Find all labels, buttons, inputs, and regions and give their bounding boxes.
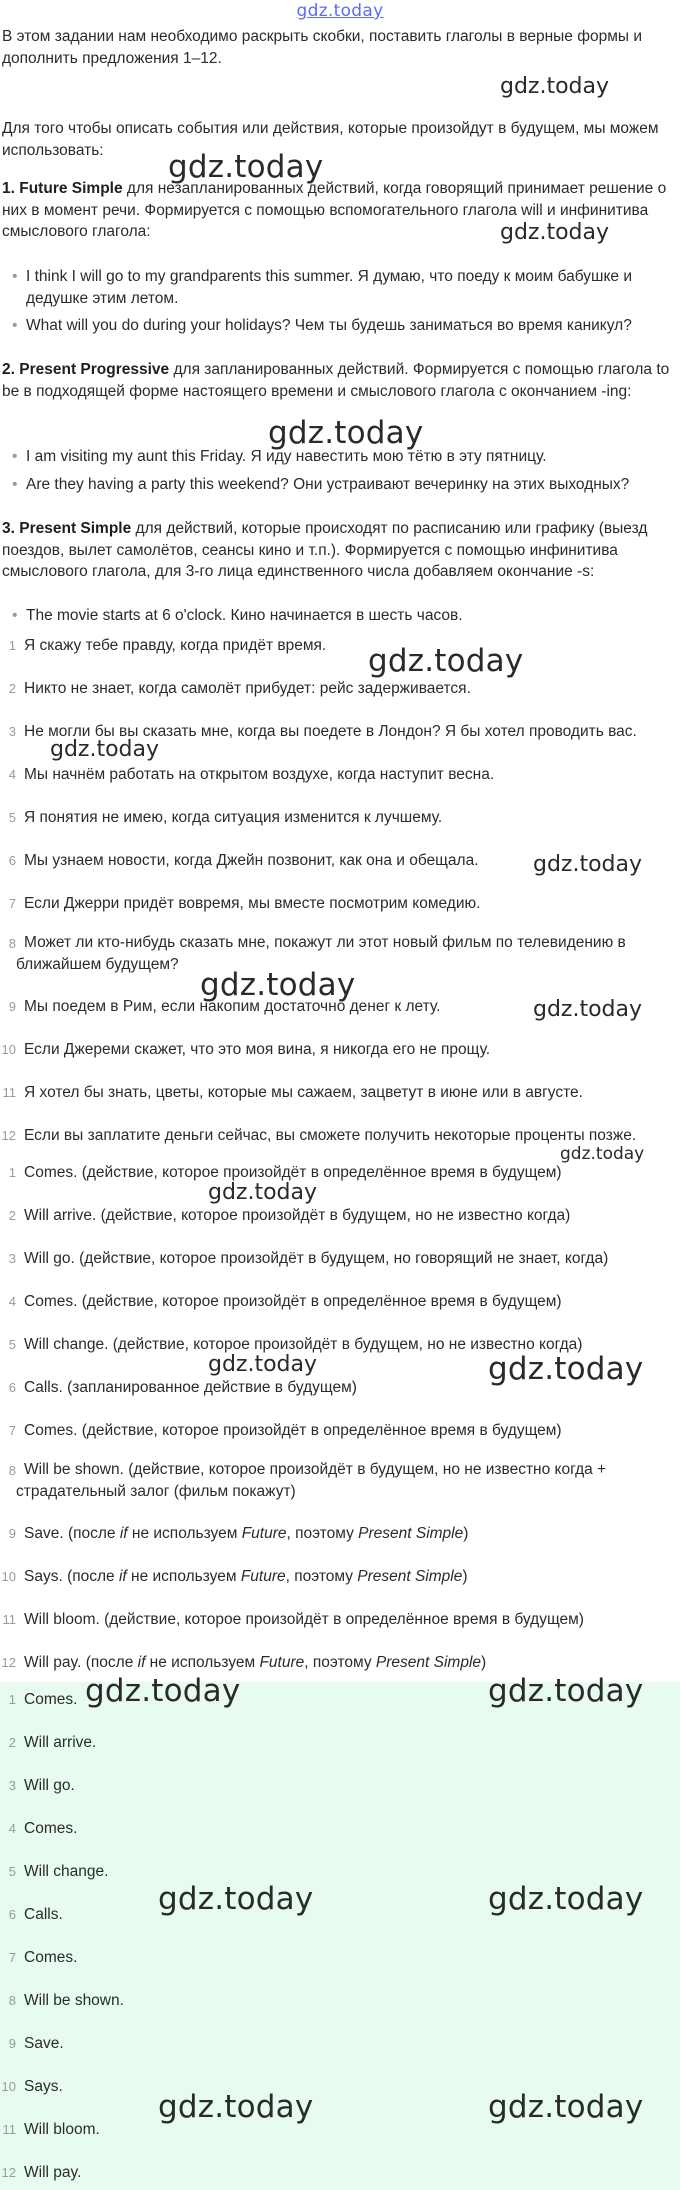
watermark: gdz.today bbox=[208, 1180, 318, 1205]
row-number: 7 bbox=[8, 1949, 16, 1965]
row-number: 3 bbox=[8, 1250, 16, 1266]
row-number: 11 bbox=[2, 1611, 16, 1627]
row-text: Will change. (действие, которое произойдёт в будущем, но не известно когда) bbox=[24, 1336, 583, 1354]
watermark: gdz.today bbox=[368, 643, 524, 679]
row-number: 11 bbox=[2, 2121, 16, 2137]
row-text: Может ли кто-нибудь сказать мне, покажут ли этот новый фильм по телевидению в ближайшем будущем? bbox=[16, 934, 626, 973]
row-number: 2 bbox=[8, 680, 16, 696]
row-text: Will be shown. (действие, которое произойдёт в будущем, но не известно когда + страдательный залог (фильм покажут) bbox=[16, 1461, 607, 1500]
row-number: 4 bbox=[8, 1820, 16, 1836]
example-item: • Are they having a party this weekend? Они устраивают вечеринку на этих выходных? bbox=[10, 474, 675, 496]
translation-row bbox=[0, 798, 680, 838]
watermark: gdz.today bbox=[488, 1351, 644, 1387]
row-text: Comes. (действие, которое произойдёт в определённое время в будущем) bbox=[24, 1164, 562, 1182]
answer-row bbox=[0, 2024, 680, 2064]
explanation-row bbox=[0, 1411, 680, 1451]
explanation-row bbox=[0, 1453, 680, 1511]
row-text: Says. (после if не используем Future, поэтому Present Simple) bbox=[24, 1568, 468, 1586]
explanation-row bbox=[0, 1196, 680, 1236]
row-number: 12 bbox=[1, 2164, 16, 2180]
row-number: 1 bbox=[8, 637, 16, 653]
row-text: Will arrive. bbox=[24, 1734, 97, 1752]
row-text: Мы поедем в Рим, если накопим достаточно денег к лету. bbox=[24, 998, 441, 1016]
row-text: Comes. (действие, которое произойдёт в определённое время в будущем) bbox=[24, 1293, 562, 1311]
rule-number: 2. bbox=[2, 361, 15, 378]
row-text: Will bloom. (действие, которое произойдёт в определённое время в будущем) bbox=[24, 1611, 584, 1629]
row-number: 5 bbox=[8, 809, 16, 825]
answer-row bbox=[0, 1938, 680, 1978]
row-number: 6 bbox=[8, 1906, 16, 1922]
row-text: Will go. bbox=[24, 1777, 75, 1795]
row-text: Will be shown. bbox=[24, 1992, 124, 2010]
watermark: gdz.today bbox=[560, 1144, 645, 1164]
translation-row bbox=[0, 669, 680, 709]
answer-row bbox=[0, 1809, 680, 1849]
row-number: 1 bbox=[8, 1164, 16, 1180]
row-text: Comes. (действие, которое произойдёт в определённое время в будущем) bbox=[24, 1422, 562, 1440]
row-text: Я хотел бы знать, цветы, которые мы сажаем, зацветут в июне или в августе. bbox=[24, 1084, 583, 1102]
watermark: gdz.today bbox=[500, 220, 610, 245]
row-number: 7 bbox=[8, 1422, 16, 1438]
row-number: 10 bbox=[1, 2078, 16, 2094]
rule-text: для незапланированных действий, когда говорящий принимает решение о них в момент речи. Формируется с помощью вспомогательного глагола will и инфинитива смыслового глагола: bbox=[2, 180, 667, 241]
row-number: 12 bbox=[1, 1654, 16, 1670]
explanation-row bbox=[0, 1557, 680, 1597]
watermark: gdz.today bbox=[158, 2089, 314, 2125]
answer-row bbox=[0, 1981, 680, 2021]
row-number: 5 bbox=[8, 1863, 16, 1879]
rule-text: для запланированных действий. Формируется с помощью глагола to be в подходящей форме настоящего времени и смыслового глагола с окончанием -ing: bbox=[2, 361, 670, 400]
rule-text: для действий, которые происходят по расписанию или графику (выезд поездов, вылет самолётов, сеансы кино и т.п.). Формируется с помощью инфинитива смыслового глагола, для 3-го лица единственного числа добавляем окончание -s: bbox=[2, 520, 648, 581]
rule-name: Present Simple bbox=[19, 520, 132, 537]
row-text: Calls. bbox=[24, 1906, 63, 1924]
row-number: 3 bbox=[8, 723, 16, 739]
example-item: • What will you do during your holidays? Чем ты будешь заниматься во время каникул? bbox=[10, 315, 675, 337]
explanation-row bbox=[0, 1282, 680, 1322]
row-text: Comes. bbox=[24, 1691, 78, 1709]
row-text: Will change. bbox=[24, 1863, 109, 1881]
row-number: 3 bbox=[8, 1777, 16, 1793]
rule-present-progressive bbox=[2, 359, 678, 402]
row-text: Никто не знает, когда самолёт прибудет: рейс задерживается. bbox=[24, 680, 471, 698]
row-text: Will go. (действие, которое произойдёт в будущем, но говорящий не знает, когда) bbox=[24, 1250, 609, 1268]
watermark: gdz.today bbox=[533, 997, 643, 1022]
watermark: gdz.today bbox=[488, 1881, 644, 1917]
explanation-row bbox=[0, 1600, 680, 1640]
watermark: gdz.today bbox=[488, 2089, 644, 2125]
row-text: Я понятия не имею, когда ситуация изменится к лучшему. bbox=[24, 809, 443, 827]
row-text: Я скажу тебе правду, когда придёт время. bbox=[24, 637, 327, 655]
watermark: gdz.today bbox=[50, 737, 160, 762]
translation-row bbox=[0, 1073, 680, 1113]
row-number: 4 bbox=[8, 766, 16, 782]
row-text: Will arrive. (действие, которое произойдёт в будущем, но не известно когда) bbox=[24, 1207, 571, 1225]
row-text: Если Джереми скажет, что это моя вина, я никогда его не прощу. bbox=[24, 1041, 491, 1059]
watermark: gdz.today bbox=[500, 74, 610, 99]
row-text: Calls. (запланированное действие в будущем) bbox=[24, 1379, 357, 1397]
rule-number: 1. bbox=[2, 180, 15, 197]
row-text: Comes. bbox=[24, 1820, 78, 1838]
answer-row bbox=[0, 1723, 680, 1763]
translation-row bbox=[0, 626, 680, 666]
translation-row bbox=[0, 884, 680, 924]
answer-row bbox=[0, 1766, 680, 1806]
row-text: Says. bbox=[24, 2078, 63, 2096]
row-number: 9 bbox=[8, 998, 16, 1014]
row-text: Will bloom. bbox=[24, 2121, 100, 2139]
row-number: 9 bbox=[8, 2035, 16, 2051]
row-number: 10 bbox=[1, 1041, 16, 1057]
row-text: Если вы заплатите деньги сейчас, вы сможете получить некоторые проценты позже. bbox=[24, 1127, 637, 1145]
row-text: Will pay. (после if не используем Future, поэтому Present Simple) bbox=[24, 1654, 487, 1672]
watermark: gdz.today bbox=[200, 967, 356, 1003]
translation-row bbox=[0, 1030, 680, 1070]
explanation-row bbox=[0, 1239, 680, 1279]
row-text: Will pay. bbox=[24, 2164, 82, 2182]
row-number: 8 bbox=[8, 1463, 16, 1478]
row-number: 4 bbox=[8, 1293, 16, 1309]
example-item: • The movie starts at 6 o'clock. Кино начинается в шесть часов. bbox=[10, 605, 675, 627]
row-number: 2 bbox=[8, 1207, 16, 1223]
watermark: gdz.today bbox=[208, 1352, 318, 1377]
rule-name: Present Progressive bbox=[19, 361, 170, 378]
row-text: Мы узнаем новости, когда Джейн позвонит, как она и обещала. bbox=[24, 852, 479, 870]
site-logo-link[interactable]: gdz.today bbox=[296, 1, 384, 21]
row-text: Не могли бы вы сказать мне, когда вы поедете в Лондон? Я бы хотел проводить вас. bbox=[24, 723, 637, 741]
row-number: 1 bbox=[8, 1691, 16, 1707]
answer-row bbox=[0, 2153, 680, 2190]
rule-name: Future Simple bbox=[19, 180, 123, 197]
example-item: • I am visiting my aunt this Friday. Я иду навестить мою тётю в эту пятницу. bbox=[10, 446, 675, 468]
row-number: 6 bbox=[8, 852, 16, 868]
watermark: gdz.today bbox=[85, 1673, 241, 1709]
row-text: Мы начнём работать на открытом воздухе, когда наступит весна. bbox=[24, 766, 495, 784]
watermark: gdz.today bbox=[168, 149, 324, 185]
row-number: 5 bbox=[8, 1336, 16, 1352]
row-number: 12 bbox=[1, 1127, 16, 1143]
rule-present-simple bbox=[2, 518, 678, 583]
example-item: • I think I will go to my grandparents this summer. Я думаю, что поеду к моим бабушке и дедушке этим летом. bbox=[10, 266, 675, 309]
row-number: 10 bbox=[1, 1568, 16, 1584]
row-number: 8 bbox=[8, 936, 16, 951]
row-text: Save. bbox=[24, 2035, 64, 2053]
watermark: gdz.today bbox=[533, 852, 643, 877]
explanation-row bbox=[0, 1514, 680, 1554]
task-description: В этом задании нам необходимо раскрыть скобки, поставить глаголы в верные формы и дополнить предложения 1–12. bbox=[2, 28, 642, 67]
row-text: Save. (после if не используем Future, поэтому Present Simple) bbox=[24, 1525, 469, 1543]
row-number: 7 bbox=[8, 895, 16, 911]
row-number: 8 bbox=[8, 1992, 16, 2008]
intro-lead: Для того чтобы описать события или действия, которые произойдут в будущем, мы можем использовать: bbox=[2, 120, 659, 159]
rule-number: 3. bbox=[2, 520, 15, 537]
watermark: gdz.today bbox=[488, 1673, 644, 1709]
row-number: 9 bbox=[8, 1525, 16, 1541]
row-number: 6 bbox=[8, 1379, 16, 1395]
row-text: Если Джерри придёт вовремя, мы вместе посмотрим комедию. bbox=[24, 895, 481, 913]
row-text: Comes. bbox=[24, 1949, 78, 1967]
row-number: 11 bbox=[2, 1084, 16, 1100]
watermark: gdz.today bbox=[158, 1881, 314, 1917]
row-number: 2 bbox=[8, 1734, 16, 1750]
watermark: gdz.today bbox=[268, 415, 424, 451]
